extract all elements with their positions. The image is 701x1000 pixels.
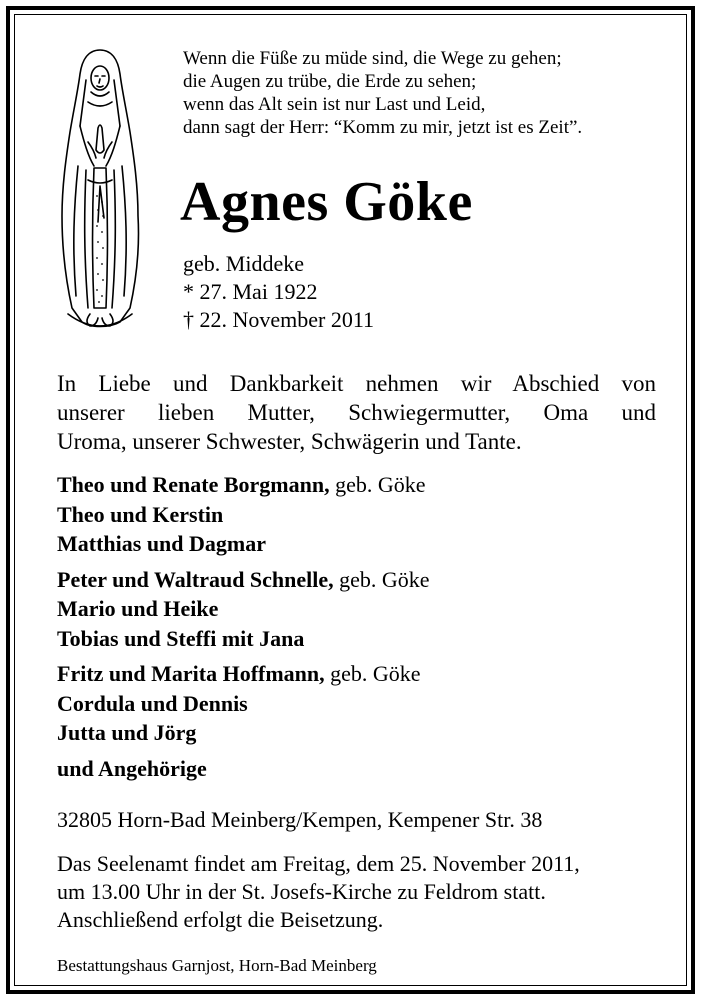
poem-line: Wenn die Füße zu müde sind, die Wege zu gehen; <box>183 48 562 69</box>
family-head-suffix: geb. Göke <box>333 566 430 592</box>
family-member: Mario und Heike <box>57 596 219 621</box>
farewell-line: unserer lieben Mutter, Schwiegermutter, Oma und <box>57 400 656 425</box>
service-line: um 13.00 Uhr in der St. Josefs-Kirche zu Feldrom statt. <box>57 879 546 904</box>
other-relatives: und Angehörige <box>57 755 207 781</box>
farewell-text <box>57 369 656 456</box>
family-head-suffix: geb. Göke <box>329 472 426 497</box>
service-line: Anschließend erfolgt die Beisetzung. <box>57 907 384 932</box>
family-member: Theo und Kerstin <box>57 501 224 527</box>
service-info <box>57 850 580 934</box>
life-dates <box>183 250 374 334</box>
family-head-suffix: geb. Göke <box>324 661 421 686</box>
mourners-list <box>57 470 430 783</box>
family-head <box>57 659 430 689</box>
family-member: Jutta und Jörg <box>57 720 197 745</box>
funeral-home: Bestattungshaus Garnjost, Horn-Bad Meinberg <box>57 956 377 975</box>
poem <box>183 47 683 139</box>
service-line: Das Seelenamt findet am Freitag, dem 25. November 2011, <box>57 851 580 876</box>
farewell-line: In Liebe und Dankbarkeit nehmen wir Abschied von <box>57 371 656 396</box>
family-address: 32805 Horn-Bad Meinberg/Kempen, Kempener Str. 38 <box>57 807 543 832</box>
poem-line: wenn das Alt sein ist nur Last und Leid, <box>183 94 486 115</box>
family-member: Tobias und Steffi mit Jana <box>57 625 305 651</box>
poem-line: dann sagt der Herr: “Komm zu mir, jetzt ist es Zeit”. <box>183 117 583 138</box>
family-head <box>57 565 430 595</box>
family-member: Cordula und Dennis <box>57 690 248 716</box>
family-head <box>57 470 430 500</box>
family-member: Matthias und Dagmar <box>57 531 267 556</box>
maiden-name: geb. Middeke <box>183 251 304 276</box>
farewell-line: Uroma, unserer Schwester, Schwägerin und Tante. <box>57 429 522 454</box>
madonna-figure-icon <box>58 46 142 336</box>
family-head-name: Fritz und Marita Hoffmann, <box>57 661 325 686</box>
deceased-name: Agnes Göke <box>180 171 473 233</box>
death-date: † 22. November 2011 <box>183 307 375 332</box>
family-head-name: Peter und Waltraud Schnelle, <box>57 566 334 592</box>
birth-date: * 27. Mai 1922 <box>183 279 318 304</box>
family-head-name: Theo und Renate Borgmann, <box>57 472 330 497</box>
poem-line: die Augen zu trübe, die Erde zu sehen; <box>183 71 477 92</box>
